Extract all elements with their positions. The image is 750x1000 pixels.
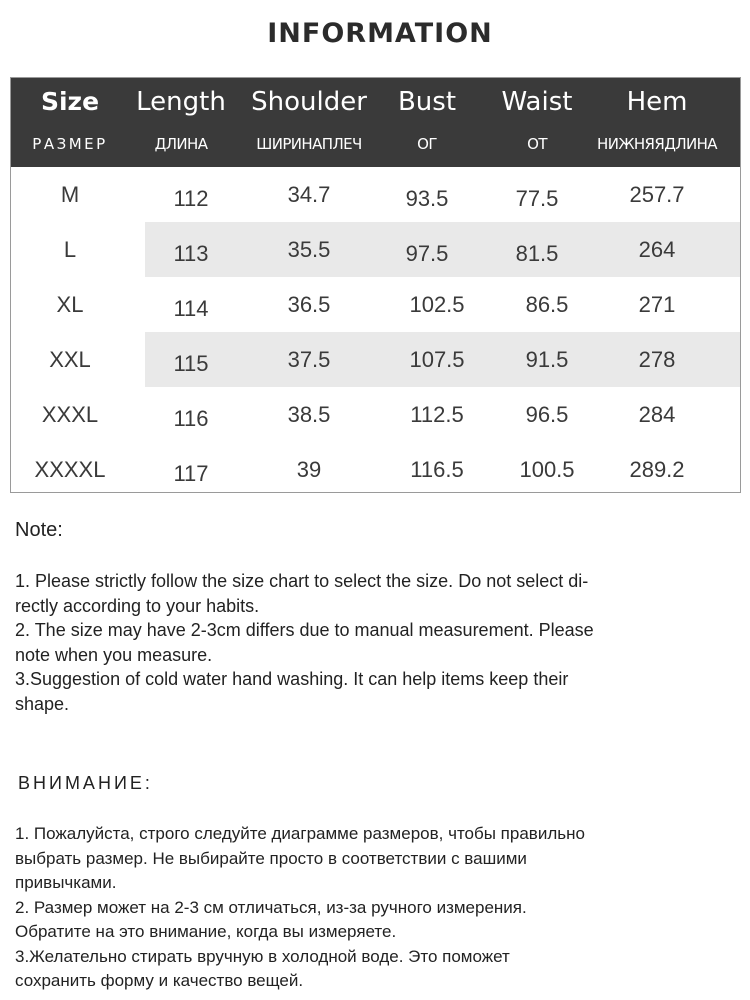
- cell-hem: 278: [638, 347, 676, 372]
- note-line: shape.: [15, 693, 70, 714]
- cell-shoulder: 39: [296, 457, 322, 482]
- ru-note-title: ВНИМАНИЕ:: [18, 773, 153, 793]
- table-row: [11, 332, 740, 387]
- cell-length: 115: [173, 351, 209, 376]
- note-title: Note:: [15, 519, 63, 541]
- cell-length: 116: [173, 406, 209, 431]
- note-line: 1. Please strictly follow the size chart to select the size. Do not select di-: [15, 571, 589, 591]
- cell-size: XXL: [49, 347, 91, 372]
- cell-size: L: [63, 237, 77, 262]
- note-line: note when you measure.: [15, 644, 213, 665]
- cell-size: M: [60, 182, 80, 207]
- cell-length: 114: [173, 296, 209, 321]
- header-waist: [485, 78, 589, 167]
- table-row: [11, 442, 740, 493]
- cell-bust: 107.5: [409, 347, 465, 372]
- cell-waist: 81.5: [515, 241, 559, 266]
- header-length-en: Length: [136, 87, 226, 117]
- cell-hem: 284: [638, 402, 676, 427]
- header-hem-ru: НИЖНЯЯДЛИНА: [597, 135, 717, 153]
- ru-note-line: привычками.: [15, 873, 117, 892]
- cell-length: 112: [173, 186, 209, 211]
- cell-shoulder: 36.5: [287, 292, 331, 317]
- cell-waist: 91.5: [525, 347, 569, 372]
- cell-size: XXXXL: [34, 457, 106, 482]
- header-hem: [589, 78, 725, 167]
- cell-waist: 96.5: [525, 402, 569, 427]
- table-header: [11, 78, 740, 167]
- cell-bust: 93.5: [405, 186, 449, 211]
- table-row: [11, 387, 740, 442]
- cell-shoulder: 38.5: [287, 402, 331, 427]
- note-line: 2. The size may have 2-3cm differs due to manual measurement. Please: [15, 620, 594, 640]
- ru-note-line: 2. Размер может на 2-3 см отличаться, из-за ручного измерения.: [15, 897, 527, 917]
- size-chart-table: [10, 77, 741, 493]
- cell-hem: 257.7: [629, 182, 685, 207]
- cell-bust: 116.5: [410, 457, 464, 482]
- table-row: [11, 222, 740, 277]
- cell-bust: 97.5: [405, 241, 449, 266]
- cell-size: XXXL: [41, 402, 99, 427]
- cell-size: XL: [56, 292, 84, 317]
- ru-note-line: сохранить форму и качество вещей.: [15, 971, 304, 990]
- header-size-ru: РАЗМЕР: [32, 135, 108, 153]
- cell-shoulder: 37.5: [287, 347, 331, 372]
- header-bust: [375, 78, 479, 167]
- cell-waist: 100.5: [519, 457, 575, 482]
- ru-note-line: выбрать размер. Не выбирайте просто в соответствии с вашими: [15, 848, 527, 868]
- header-hem-en: Hem: [626, 87, 688, 117]
- header-size: [11, 78, 129, 167]
- ru-note-line: 1. Пожалуйста, строго следуйте диаграмме размеров, чтобы правильно: [15, 824, 585, 843]
- header-bust-en: Bust: [397, 87, 457, 117]
- ru-note-line: 3.Желательно стирать вручную в холодной воде. Это поможет: [15, 946, 510, 966]
- cell-bust: 102.5: [409, 292, 465, 317]
- note-line: rectly according to your habits.: [15, 595, 260, 616]
- ru-note-body: [15, 822, 735, 994]
- note-line: 3.Suggestion of cold water hand washing. It can help items keep their: [15, 669, 569, 689]
- header-bust-ru: ОГ: [417, 135, 437, 153]
- header-shoulder: [243, 78, 375, 167]
- header-waist-en: Waist: [501, 87, 573, 117]
- header-size-en: Size: [40, 87, 100, 116]
- cell-waist: 77.5: [515, 186, 559, 211]
- header-shoulder-en: Shoulder: [251, 87, 367, 117]
- header-shoulder-ru: ШИРИНАПЛЕЧ: [256, 135, 362, 153]
- cell-length: 113: [173, 241, 209, 266]
- cell-length: 117: [173, 461, 209, 486]
- cell-hem: 264: [638, 237, 676, 262]
- table-row: [11, 277, 740, 332]
- cell-waist: 86.5: [525, 292, 569, 317]
- cell-bust: 112.5: [410, 402, 464, 427]
- header-length-ru: ДЛИНА: [154, 135, 208, 153]
- page-title: INFORMATION: [267, 18, 493, 49]
- cell-shoulder: 34.7: [287, 182, 331, 207]
- header-waist-ru: ОТ: [527, 135, 547, 153]
- cell-hem: 289.2: [629, 457, 685, 482]
- cell-shoulder: 35.5: [287, 237, 331, 262]
- table-row: [11, 167, 740, 222]
- cell-hem: 271: [638, 292, 676, 317]
- note-body: [15, 569, 715, 716]
- header-length: [129, 78, 233, 167]
- ru-note-line: Обратите на это внимание, когда вы измеряете.: [15, 922, 397, 941]
